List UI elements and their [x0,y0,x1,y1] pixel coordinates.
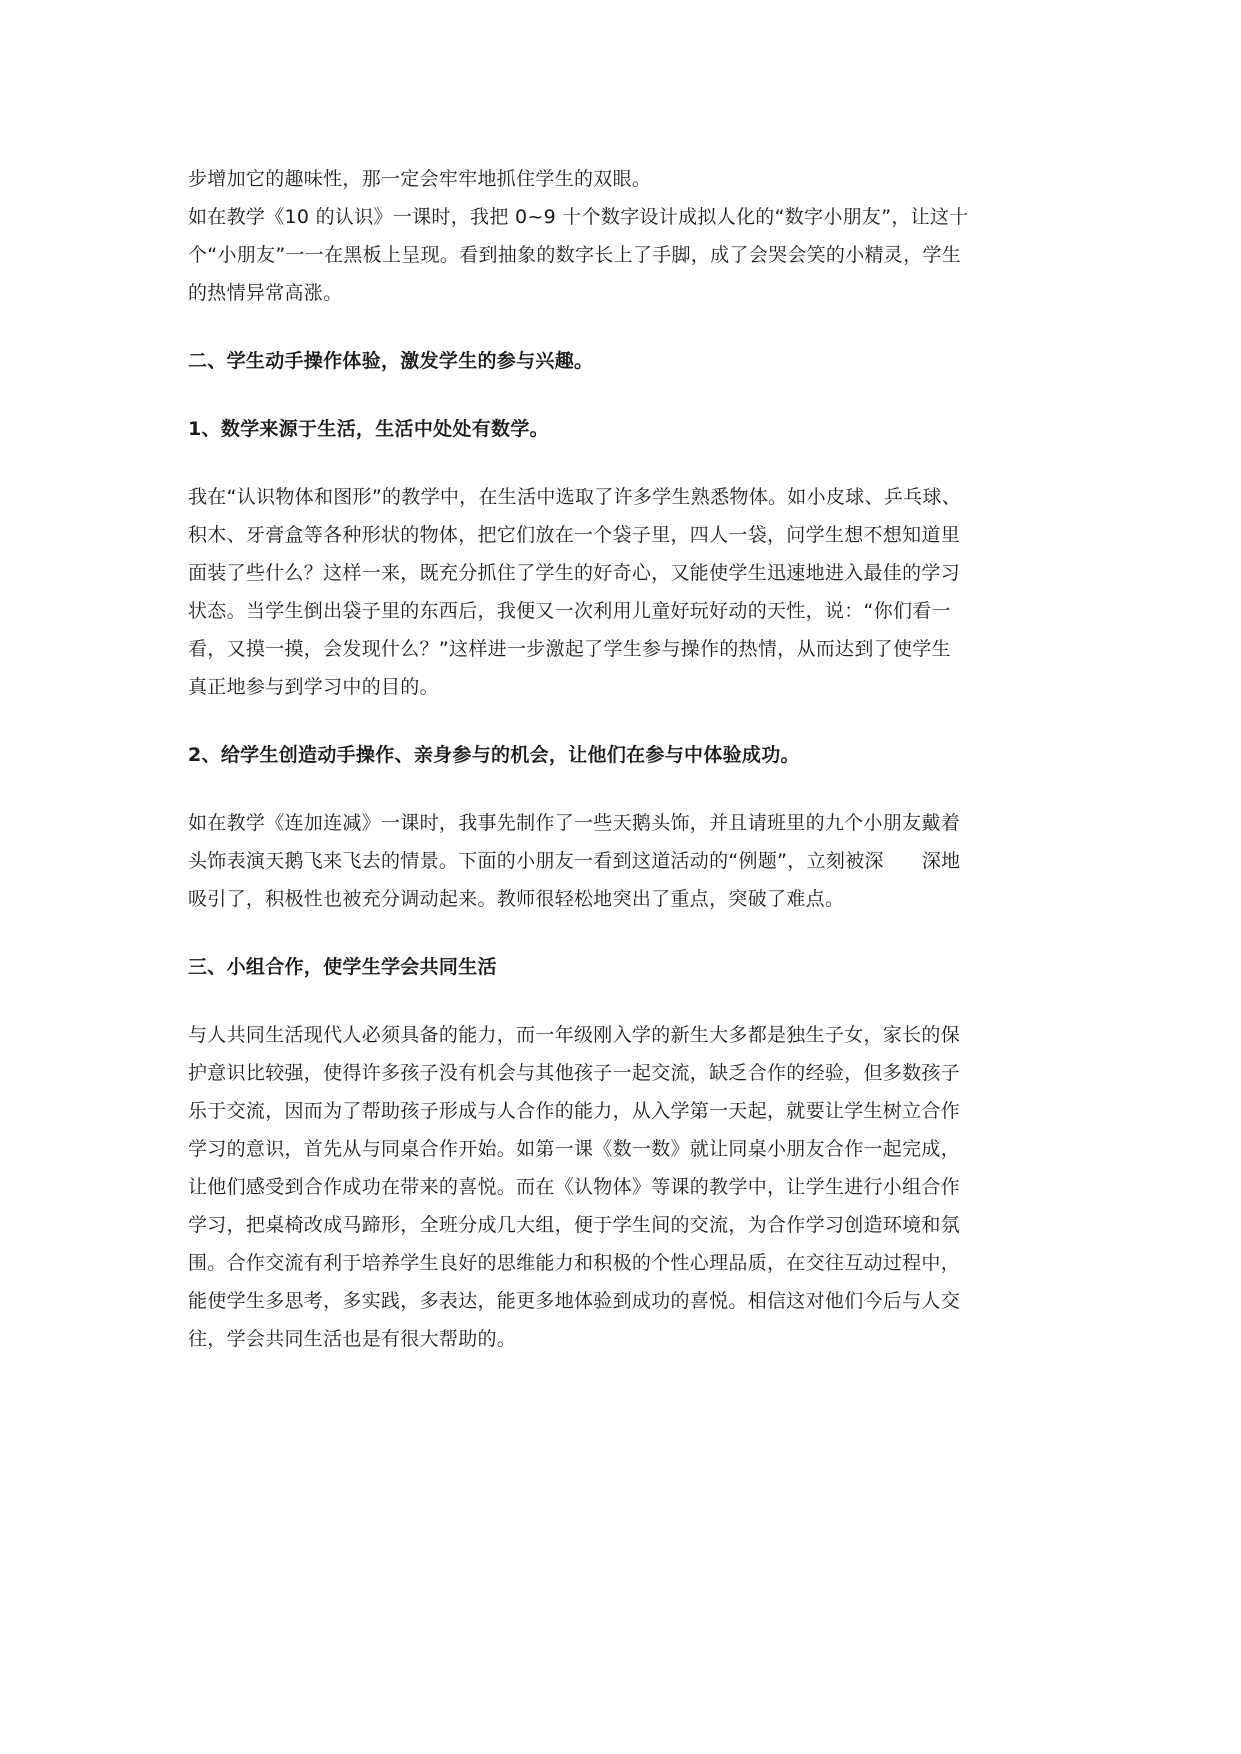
subsection-one-heading: 1、数学来源于生活，生活中处处有数学。 [188,418,549,440]
text-line: 围。合作交流有利于培养学生良好的思维能力和积极的个性心理品质，在交往互动过程中， [188,1252,961,1274]
subsection-two-paragraph [188,804,1056,918]
section-three-heading: 三、小组合作，使学生学会共同生活 [188,956,497,978]
text-line: 让他们感受到合作成功在带来的喜悦。而在《认物体》等课的教学中，让学生进行小组合作 [188,1176,961,1198]
document-body [188,160,1056,1358]
text-line: 往，学会共同生活也是有很大帮助的。 [188,1328,517,1350]
text-line: 个“小朋友”一一在黑板上呈现。看到抽象的数字长上了手脚，成了会哭会笑的小精灵，学生 [188,244,961,266]
text-line: 护意识比较强，使得许多孩子没有机会与其他孩子一起交流，缺乏合作的经验，但多数孩子 [188,1062,961,1084]
text-line: 如在教学《10 的认识》一课时，我把 0~9 十个数字设计成拟人化的“数字小朋友”，让这十 [188,206,969,228]
spacer [188,918,1056,948]
intro-paragraph [188,160,1056,312]
text-line: 步增加它的趣味性，那一定会牢牢地抓住学生的双眼。 [188,168,652,190]
text-line: 面装了些什么？这样一来，既充分抓住了学生的好奇心，又能使学生迅速地进入最佳的学习 [188,562,961,584]
text-line: 学习，把桌椅改成马蹄形，全班分成几大组，便于学生间的交流，为合作学习创造环境和氛 [188,1214,961,1236]
text-line: 学习的意识，首先从与同桌合作开始。如第一课《数一数》就让同桌小朋友合作一起完成， [188,1138,961,1160]
subsection-two-heading: 2、给学生创造动手操作、亲身参与的机会，让他们在参与中体验成功。 [188,744,800,766]
section-three-paragraph [188,1016,1056,1358]
text-line: 看，又摸一摸，会发现什么？”这样进一步激起了学生参与操作的热情，从而达到了使学生 [188,638,951,660]
spacer [188,774,1056,804]
text-line: 的热情异常高涨。 [188,282,343,304]
text-line: 能使学生多思考，多实践，多表达，能更多地体验到成功的喜悦。相信这对他们今后与人交 [188,1290,961,1312]
spacer [188,448,1056,478]
spacer [188,380,1056,410]
text-line: 与人共同生活现代人必须具备的能力，而一年级刚入学的新生大多都是独生子女，家长的保 [188,1024,961,1046]
text-line: 如在教学《连加连减》一课时，我事先制作了一些天鹅头饰，并且请班里的九个小朋友戴着 [188,812,961,834]
text-line: 积木、牙膏盒等各种形状的物体，把它们放在一个袋子里，四人一袋，问学生想不想知道里 [188,524,961,546]
section-two-heading: 二、学生动手操作体验，激发学生的参与兴趣。 [188,350,594,372]
spacer [188,312,1056,342]
text-line: 我在“认识物体和图形”的教学中，在生活中选取了许多学生熟悉物体。如小皮球、乒乓球、 [188,486,961,508]
text-line: 头饰表演天鹅飞来飞去的情景。下面的小朋友一看到这道活动的“例题”，立刻被深 深地 [188,850,961,872]
text-line: 状态。当学生倒出袋子里的东西后，我便又一次利用儿童好玩好动的天性，说：“你们看一 [188,600,951,622]
text-line: 乐于交流，因而为了帮助孩子形成与人合作的能力，从入学第一天起，就要让学生树立合作 [188,1100,961,1122]
text-line: 真正地参与到学习中的目的。 [188,676,439,698]
subsection-one-paragraph [188,478,1056,706]
spacer [188,986,1056,1016]
spacer [188,706,1056,736]
text-line: 吸引了，积极性也被充分调动起来。教师很轻松地突出了重点，突破了难点。 [188,888,845,910]
